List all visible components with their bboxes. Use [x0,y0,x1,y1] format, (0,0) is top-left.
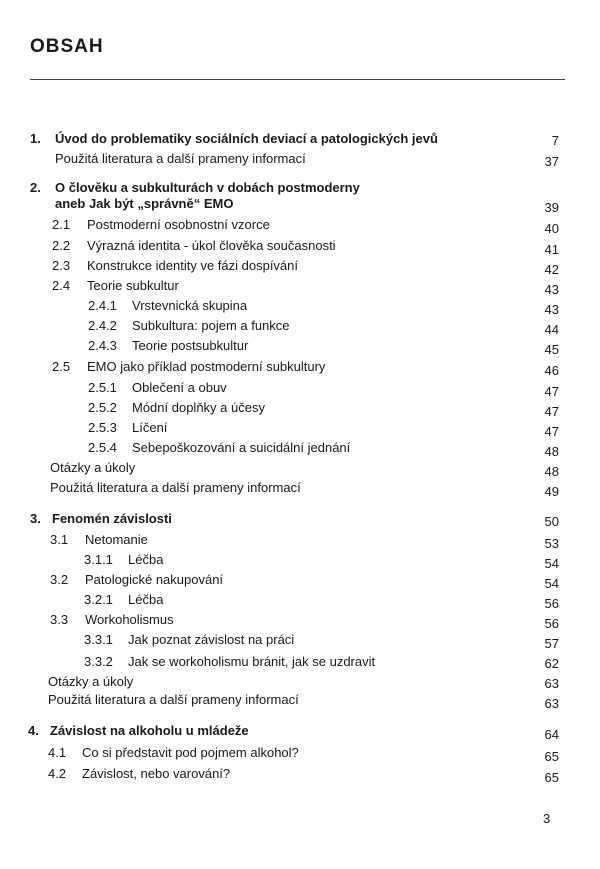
toc-entry-page: 64 [544,727,559,742]
toc-entry-title: Léčba [128,552,164,567]
toc-entry-title: Úvod do problematiky sociálních deviací a patologických jevů [55,131,438,146]
toc-entry-page: 56 [544,616,559,631]
toc-entry-page: 40 [544,221,559,236]
toc-entry-page: 39 [544,200,559,215]
toc-entry-title: Výrazná identita - úkol člověka současnosti [87,238,336,253]
toc-entry-number: 4.1 [48,745,67,760]
toc-entry-page: 7 [551,133,559,148]
toc-entry-title: Sebepoškozování a suicidální jednání [132,440,351,455]
toc-entry-title: Teorie postsubkultur [132,338,249,353]
toc-entry-page: 47 [544,404,559,419]
toc-entry-page: 49 [544,484,559,499]
toc-entry-title: Závislost, nebo varování? [82,766,231,781]
toc-entry-title: Fenomén závislosti [52,511,172,526]
toc-entry-title: Použitá literatura a další prameny informací [55,151,306,166]
page-number: 3 [543,811,551,826]
toc-entry-number: 1. [30,131,41,146]
toc-entry-title: Jak se workoholismu bránit, jak se uzdravit [128,654,376,669]
toc-entry-title: Použitá literatura a další prameny informací [50,480,301,495]
toc-entry-page: 47 [544,384,559,399]
toc-entry-number: 3.2 [50,572,69,587]
toc-entry-number: 3.1 [50,532,69,547]
toc-entry-title: Patologické nakupování [85,572,224,587]
toc-entry-page: 56 [544,596,559,611]
toc-entry-page: 63 [544,696,559,711]
toc-entry-number: 3. [30,511,41,526]
toc-entry-page: 42 [544,262,559,277]
toc-entry-page: 44 [544,322,559,337]
toc-entry-number: 3.3.1 [84,632,113,647]
toc-entry-page: 54 [544,576,559,591]
toc-entry-number: 2.4 [52,278,71,293]
toc-entry-page: 65 [544,770,559,785]
toc-entry-number: 2.5.4 [88,440,117,455]
toc-entry-page: 54 [544,556,559,571]
toc-entry-number: 2.5.1 [88,380,117,395]
toc-entry-page: 48 [544,464,559,479]
toc-entry-title: O člověku a subkulturách v dobách postmoderny [55,180,360,195]
toc-entry-page: 46 [544,363,559,378]
toc-entry-number: 2.5.3 [88,420,117,435]
toc-entry-title: Oblečení a obuv [132,380,227,395]
toc-entry-title: Módní doplňky a účesy [132,400,265,415]
toc-entry-title: Jak poznat závislost na práci [128,632,295,647]
toc-entry-title: Líčení [132,420,168,435]
toc-entry-page: 43 [544,302,559,317]
toc-entry-title: Workoholismus [85,612,174,627]
toc-entry-title: EMO jako příklad postmoderní subkultury [87,359,326,374]
toc-entry-title: Subkultura: pojem a funkce [132,318,290,333]
toc-entry-page: 37 [544,154,559,169]
toc-entry-page: 43 [544,282,559,297]
toc-entry-title: Konstrukce identity ve fázi dospívání [87,258,299,273]
toc-entry-number: 2. [30,180,41,195]
toc-entry-page: 57 [544,636,559,651]
toc-entry-page: 47 [544,424,559,439]
toc-entry-number: 3.3.2 [84,654,113,669]
toc-entry-number: 4. [28,723,39,738]
toc-entry-page: 63 [544,676,559,691]
toc-entry-number: 2.5.2 [88,400,117,415]
toc-entry-title: Vrstevnická skupina [132,298,248,313]
toc-entry-number: 2.2 [52,238,71,253]
toc-entry-title: Teorie subkultur [87,278,179,293]
toc-entry-title: Použitá literatura a další prameny informací [48,692,299,707]
toc-entry-title: Netomanie [85,532,148,547]
toc-entry-title: Léčba [128,592,164,607]
toc-entry-page: 53 [544,536,559,551]
toc-entry-title: Otázky a úkoly [48,674,134,689]
toc-entry-page: 48 [544,444,559,459]
toc-entry-title: Postmoderní osobnostní vzorce [87,217,270,232]
toc-entry-number: 2.5 [52,359,71,374]
toc-entry-page: 50 [544,514,559,529]
toc-entry-number: 2.1 [52,217,71,232]
toc-entry-title: Otázky a úkoly [50,460,136,475]
page-title: OBSAH [30,36,104,57]
toc-entry-page: 62 [544,656,559,671]
toc-entry-title: Závislost na alkoholu u mládeže [50,723,249,738]
toc-entry-number: 3.3 [50,612,69,627]
toc-entry-number: 2.4.3 [88,338,117,353]
toc-entry-number: 3.2.1 [84,592,113,607]
toc-entry-page: 41 [544,242,559,257]
toc-entry-number: 2.3 [52,258,71,273]
toc-entry-page: 45 [544,342,559,357]
toc-entry-title: aneb Jak být „správně“ EMO [55,196,234,211]
toc-entry-number: 2.4.1 [88,298,117,313]
toc-entry-page: 65 [544,749,559,764]
toc-entry-title: Co si představit pod pojmem alkohol? [82,745,299,760]
toc-entry-number: 3.1.1 [84,552,113,567]
toc-entry-number: 4.2 [48,766,67,781]
toc-entry-number: 2.4.2 [88,318,117,333]
